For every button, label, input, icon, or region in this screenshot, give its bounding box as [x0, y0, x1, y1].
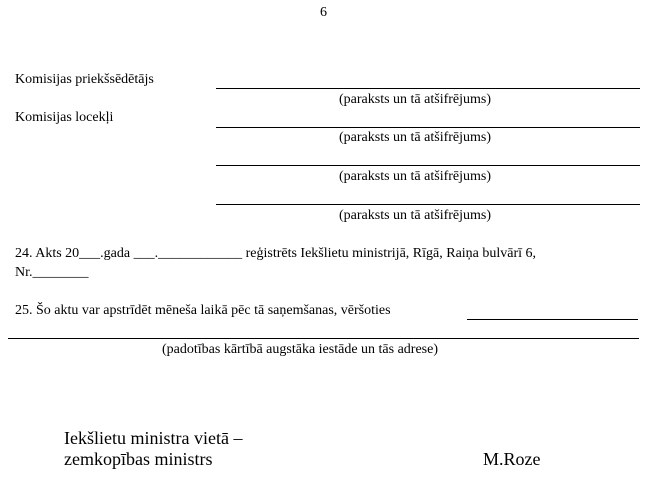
minister-title-line-1: Iekšlietu ministra vietā –	[64, 428, 243, 448]
clause-25-caption: (padotības kārtībā augstāka iestāde un tās adrese)	[162, 342, 439, 357]
minister-name: M.Roze	[483, 449, 541, 469]
page-number: 6	[320, 5, 327, 20]
clause-24-line-2: Nr.________	[15, 265, 89, 280]
member-1-signature-caption: (paraksts un tā atšifrējums)	[339, 130, 492, 145]
clause-25-authority-line	[8, 338, 639, 339]
member-2-signature-caption: (paraksts un tā atšifrējums)	[339, 169, 492, 184]
member-3-signature-line	[216, 204, 640, 205]
member-1-signature-line	[216, 127, 640, 128]
member-2-signature-line	[216, 165, 640, 166]
members-label: Komisijas locekļi	[15, 110, 114, 125]
chair-label: Komisijas priekšsēdētājs	[15, 72, 154, 87]
clause-24-line-1: 24. Akts 20___.gada ___.____________ reģistrēts Iekšlietu ministrijā, Rīgā, Raiņa bulvārī 6,	[15, 246, 537, 261]
minister-title-line-2: zemkopības ministrs	[64, 449, 213, 469]
clause-25-blank-line	[467, 319, 638, 320]
member-3-signature-caption: (paraksts un tā atšifrējums)	[339, 208, 492, 223]
chair-signature-line	[216, 88, 640, 89]
chair-signature-caption: (paraksts un tā atšifrējums)	[339, 92, 492, 107]
clause-25-text: 25. Šo aktu var apstrīdēt mēneša laikā pēc tā saņemšanas, vēršoties	[15, 303, 391, 318]
